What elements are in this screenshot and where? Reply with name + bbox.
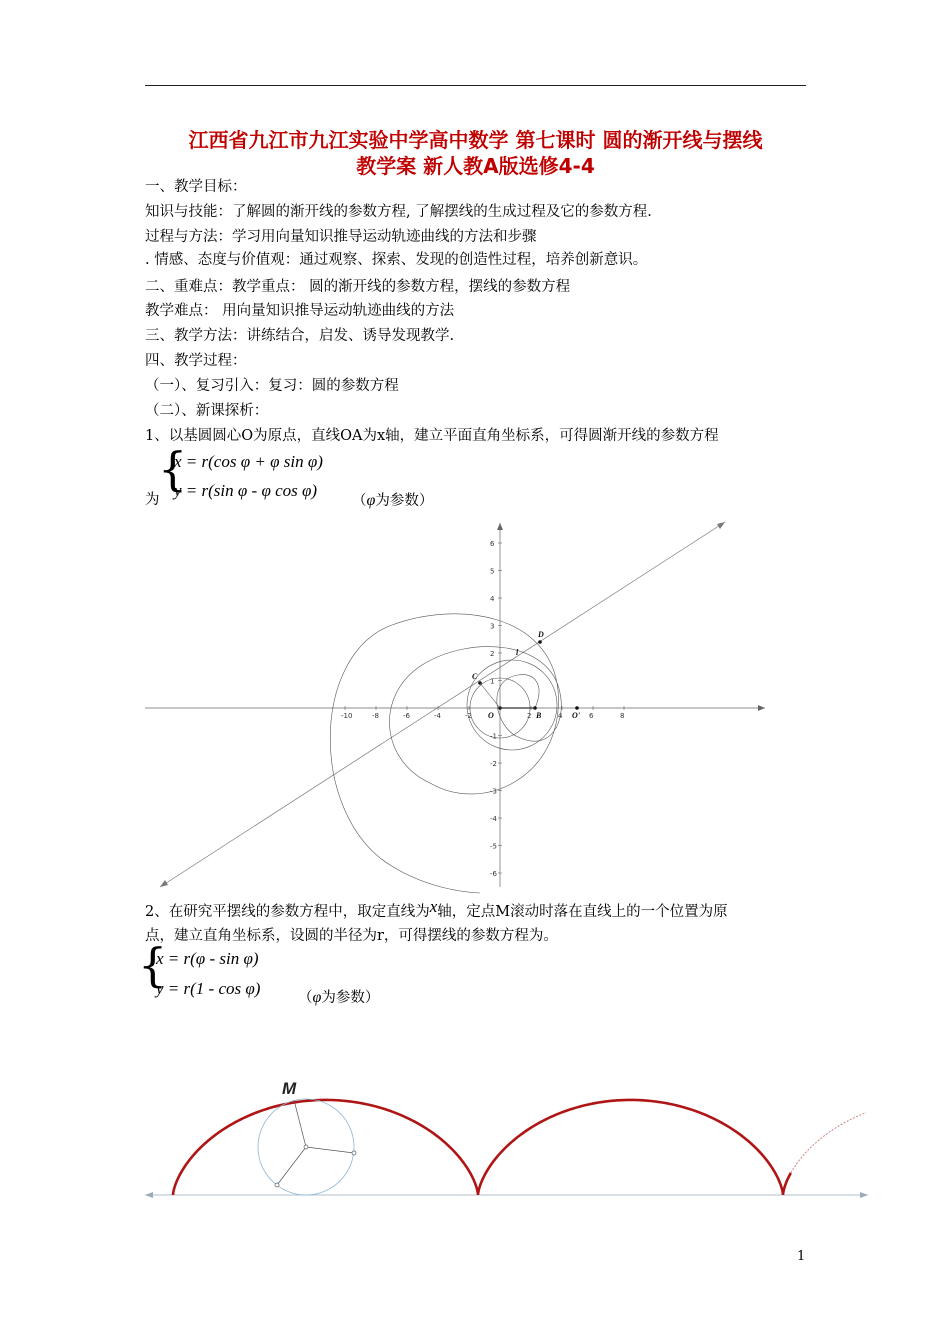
review-intro: （一）、复习引入：复习：圆的参数方程: [145, 378, 399, 394]
x-tick-label-0: -10: [341, 712, 353, 720]
page-title-line1: 江西省九江市九江实验中学高中数学 第七课时 圆的渐开线与摆线: [188, 128, 763, 152]
objective-knowledge: 知识与技能：了解圆的渐开线的参数方程, 了解摆线的生成过程及它的参数方程.: [145, 204, 652, 220]
second-circle: [467, 660, 557, 750]
involute-figure: [140, 515, 780, 895]
cycloid-brace: {: [138, 938, 168, 992]
y-tick-label-2: 4: [490, 595, 495, 603]
x-tick-label-1: -8: [372, 712, 379, 720]
involute-eq-x: x = r(cos φ + φ sin φ): [174, 452, 323, 471]
involute-eq-y: y = r(sin φ - φ cos φ): [174, 481, 318, 500]
cycloid-curve-tail: [791, 1113, 866, 1173]
cycloid-figure: [140, 1070, 880, 1210]
section-key-points: 二、重难点：教学重点： 圆的渐开线的参数方程，摆线的参数方程: [145, 279, 571, 295]
y-tick-label-0: 6: [490, 540, 495, 548]
section-objectives: 一、教学目标：: [145, 179, 247, 195]
objective-process: 过程与方法：学习用向量知识推导运动轨迹曲线的方法和步骤: [145, 229, 537, 245]
page-number: 1: [797, 1249, 806, 1264]
x-tick-label-8: 8: [620, 712, 625, 720]
y-tick-label-1: 5: [490, 567, 495, 576]
cycloid-intro-1: 2、在研究平摆线的参数方程中，取定直线为x轴，定点M滚动时落在直线上的一个位置为原: [145, 897, 728, 920]
x-tick-label-6: 4: [558, 712, 563, 720]
y-tick-label-10: -5: [490, 842, 497, 851]
cycloid-param-note: （φ为参数）: [298, 989, 380, 1006]
x-tick-label-3: -4: [434, 712, 441, 720]
objective-attitude: . 情感、态度与价值观：通过观察、探索、发现的创造性过程，培养创新意识。: [145, 252, 648, 268]
cycloid-curve: [173, 1100, 791, 1195]
y-tick-label-7: -2: [490, 760, 497, 768]
cycloid-intro-2: 点，建立直角坐标系，设圆的半径为r，可得摆线的参数方程为。: [145, 928, 558, 944]
y-tick-label-9: -4: [490, 815, 497, 823]
point-D: D: [538, 630, 544, 639]
point-B: B: [536, 711, 542, 720]
involute-param-note: （φ为参数）: [352, 492, 434, 509]
y-tick-label-3: 3: [490, 622, 495, 631]
y-tick-label-5: 1: [490, 677, 495, 686]
point-O-prime: O': [572, 711, 580, 720]
new-lesson: （二）、新课探析：: [145, 403, 269, 419]
y-tick-label-8: -3: [490, 787, 497, 796]
y-tick-label-11: -6: [490, 870, 497, 878]
point-O: O: [488, 711, 494, 720]
x-tick-label-5: 2: [527, 712, 532, 720]
section-process: 四、教学过程：: [145, 353, 247, 369]
section-methods: 三、教学方法：讲练结合，启发、诱导发现教学.: [145, 328, 455, 344]
involute-intro: 1、以基圆圆心O为原点，直线OA为x轴，建立平面直角坐标系，可得圆渐开线的参数方程: [145, 428, 719, 444]
label-l: l: [516, 648, 519, 657]
involute-brace: {: [158, 442, 188, 496]
involute-curve: [330, 614, 561, 893]
y-tick-label-6: -1: [490, 732, 497, 741]
cycloid-eq-y: y = r(1 - cos φ): [156, 979, 261, 998]
x-tick-label-4: -2: [465, 712, 472, 720]
label-M: M: [282, 1079, 297, 1098]
point-C: C: [472, 672, 478, 681]
involute-wei: 为: [145, 492, 160, 508]
x-tick-label-7: 6: [589, 712, 594, 720]
header-rule: [145, 85, 806, 86]
difficult-points: 教学难点： 用向量知识推导运动轨迹曲线的方法: [145, 303, 455, 319]
page-title-line2: 教学案 新人教A版选修4-4: [356, 154, 595, 178]
x-tick-label-2: -6: [403, 712, 410, 720]
cycloid-eq-x: x = r(φ - sin φ): [156, 949, 259, 968]
y-tick-label-4: 2: [490, 650, 495, 658]
line-od: [160, 522, 725, 887]
